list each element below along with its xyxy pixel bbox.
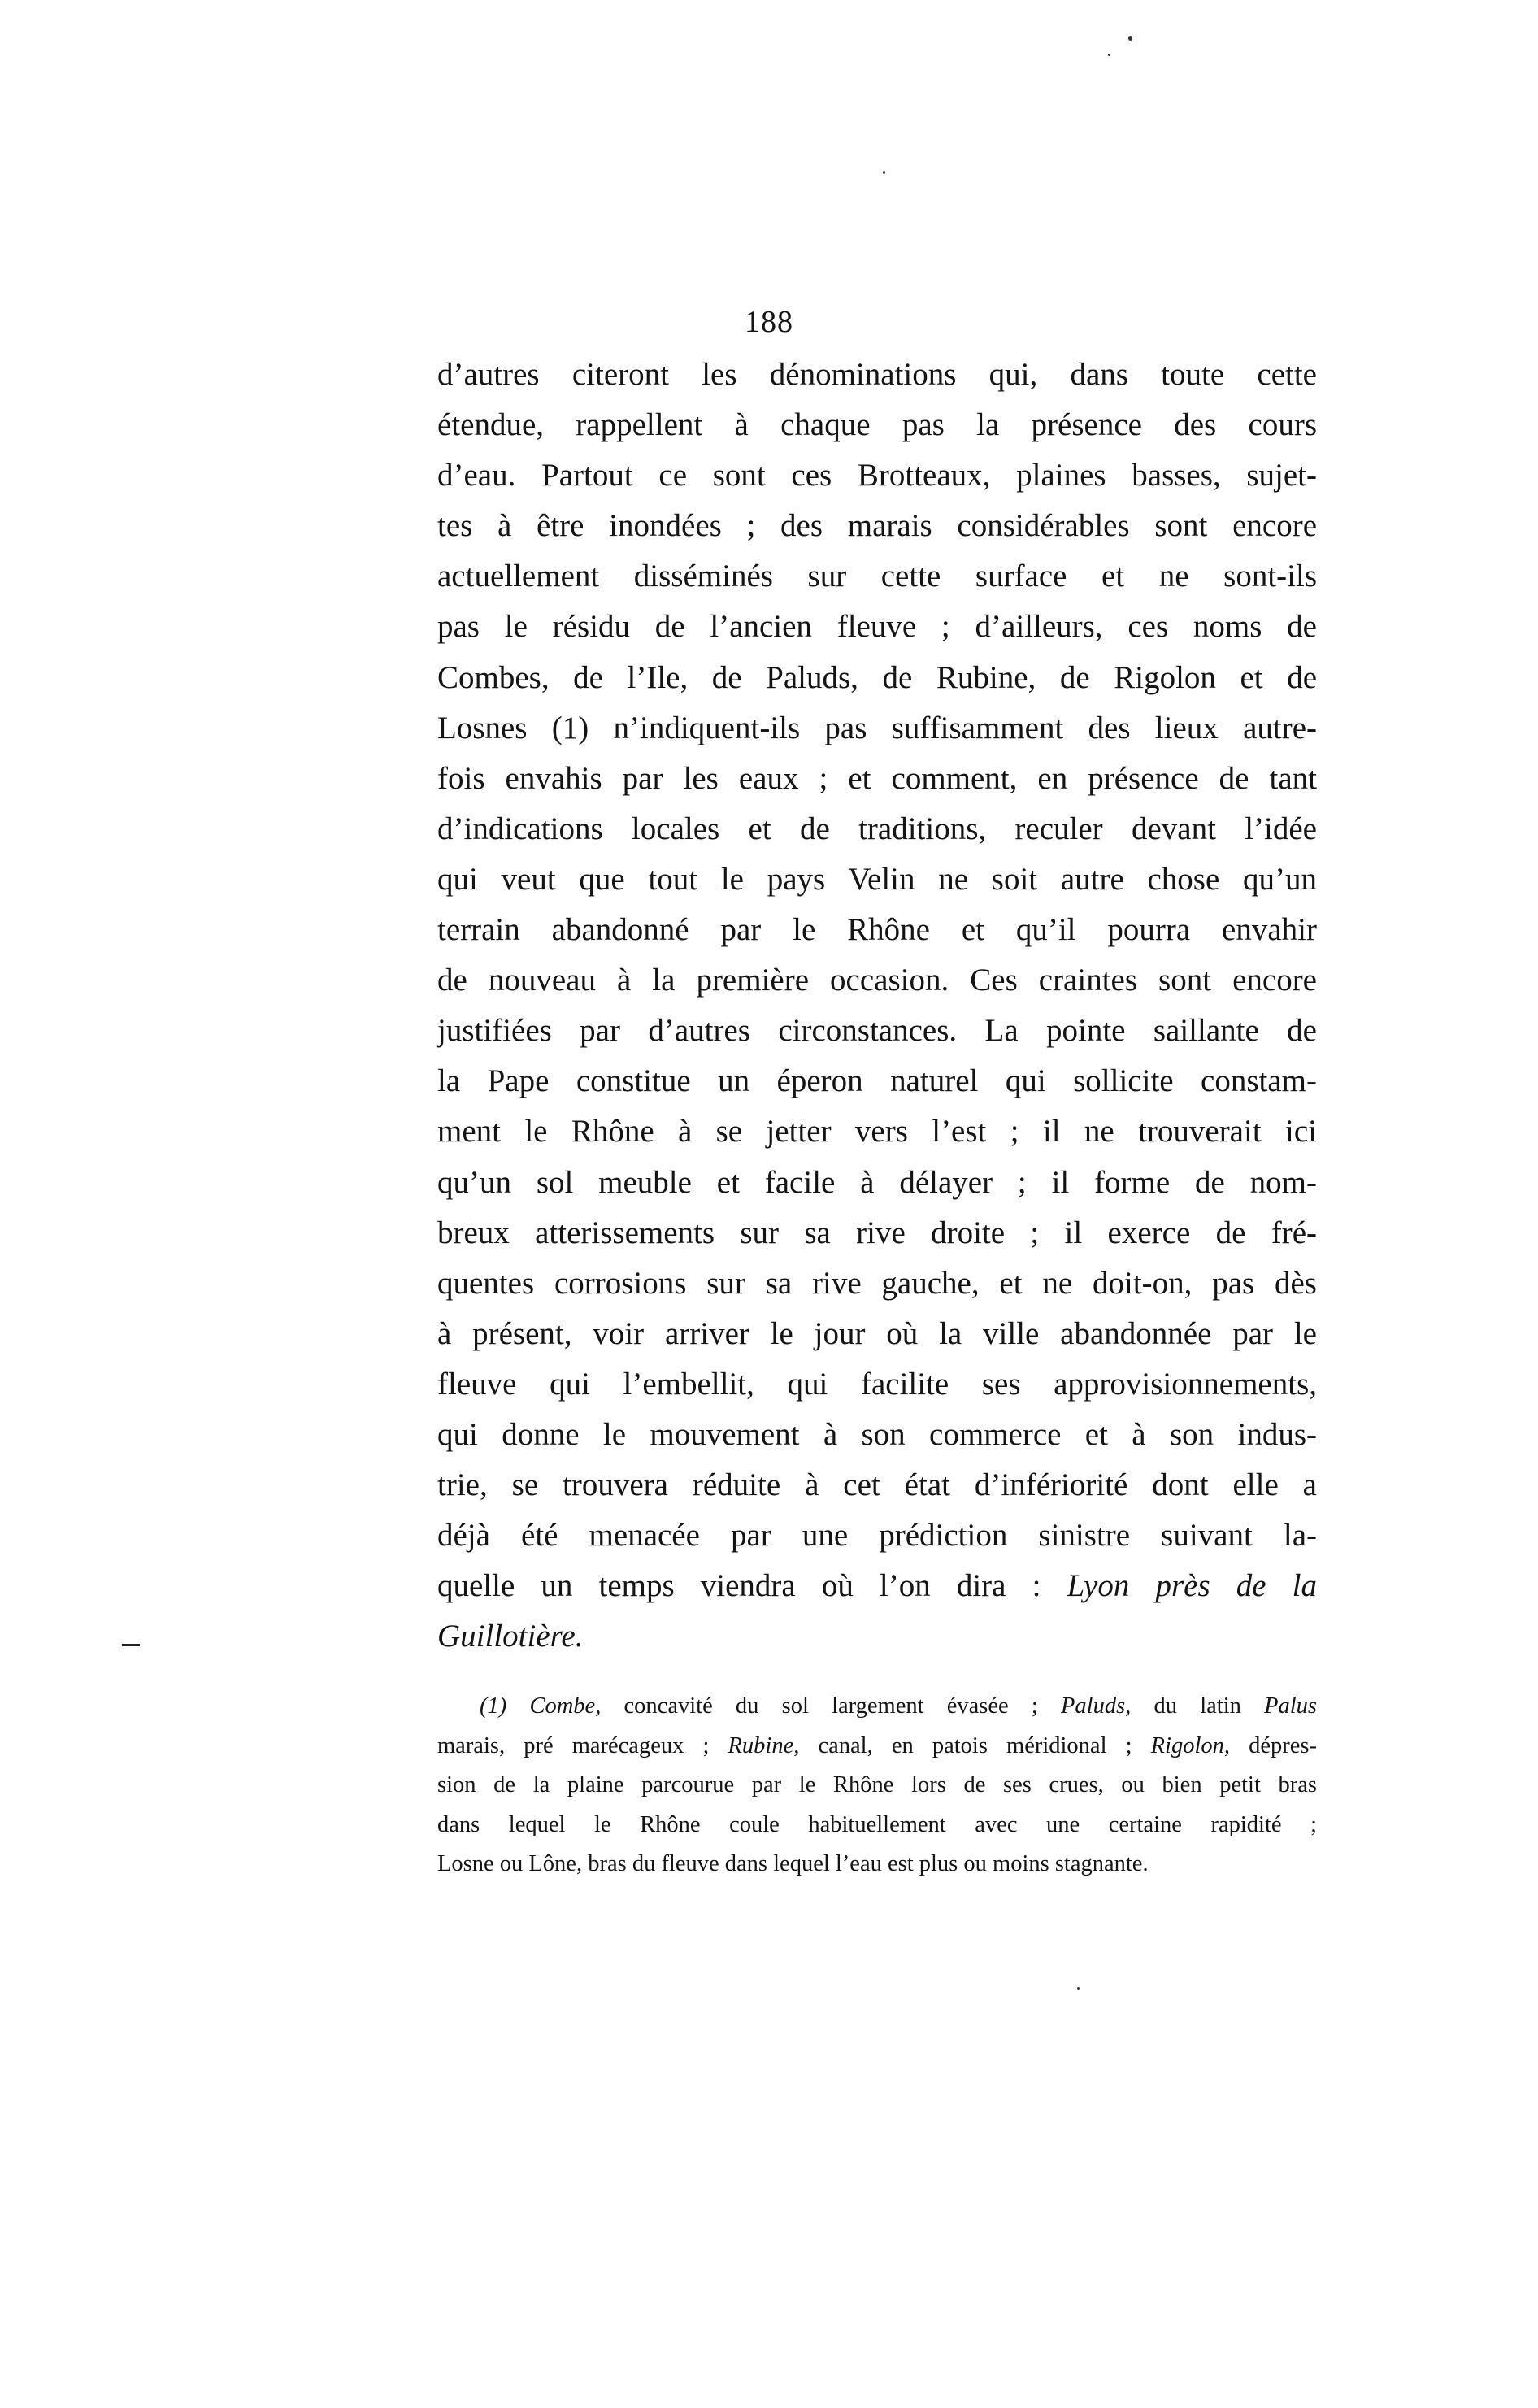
text-line: d’indications locales et de traditions, reculer devant l’idée <box>437 811 1317 846</box>
footnote-line: Losne ou Lône, bras du fleuve dans lequel l’eau est plus ou moins stagnante. <box>437 1851 1149 1877</box>
text-line: tes à être inondées ; des marais considérables sont encore <box>437 508 1317 544</box>
footnote-term: Paluds, <box>1061 1693 1132 1719</box>
text-line: trie, se trouvera réduite à cet état d’infériorité dont elle a <box>437 1467 1317 1503</box>
scan-speck <box>1128 36 1132 41</box>
text-line: justifiées par d’autres circonstances. La pointe saillante de <box>437 1013 1317 1049</box>
footnote-marker: (1) <box>480 1693 530 1719</box>
text-line: breux atterissements sur sa rive droite ; il exerce de fré- <box>437 1215 1317 1250</box>
italic-quote: Lyon près de la <box>1067 1568 1317 1604</box>
footnote-line: dans lequel le Rhône coule habituellement avec une certaine rapidité ; <box>437 1811 1317 1837</box>
text-line: à présent, voir arriver le jour où la ville abandonnée par le <box>437 1315 1317 1351</box>
footnote-term: Palus <box>1264 1693 1318 1719</box>
footnote-line: sion de la plaine parcourue par le Rhône lors de ses crues, ou bien petit bras <box>437 1772 1317 1798</box>
text-line: Losnes (1) n’indiquent-ils pas suffisamment des lieux autre- <box>437 710 1317 745</box>
text-line-final <box>437 1611 1317 1662</box>
scan-dash-mark <box>122 1644 140 1646</box>
footnote-text: concavité du sol largement évasée ; <box>601 1693 1062 1719</box>
footnote-line <box>437 1727 1317 1767</box>
text-line: actuellement disséminés sur cette surface et ne sont-ils <box>437 559 1317 594</box>
text-line: fois envahis par les eaux ; et comment, en présence de tant <box>437 760 1317 796</box>
text-line: qui veut que tout le pays Velin ne soit autre chose qu’un <box>437 861 1317 897</box>
text-line: quentes corrosions sur sa rive gauche, et ne doit-on, pas dès <box>437 1265 1317 1301</box>
text-line: de nouveau à la première occasion. Ces craintes sont encore <box>437 963 1317 998</box>
footnote-term: Combe, <box>529 1693 602 1719</box>
text-line-with-quote <box>437 1561 1317 1611</box>
text-line: qu’un sol meuble et facile à délayer ; il forme de nom- <box>437 1164 1317 1200</box>
text-line: fleuve qui l’embellit, qui facilite ses approvisionnements, <box>437 1366 1317 1402</box>
footnote-term: Rubine, <box>728 1732 800 1758</box>
text-line: d’autres citeront les dénominations qui, dans toute cette <box>437 357 1317 392</box>
text-line: qui donne le mouvement à son commerce et à son indus- <box>437 1416 1317 1452</box>
body-paragraph <box>437 350 1317 1662</box>
footnote-text: marais, pré marécageux ; <box>437 1732 728 1758</box>
text-line: d’eau. Partout ce sont ces Brotteaux, plaines basses, sujet- <box>437 458 1317 493</box>
footnote <box>437 1687 1317 1884</box>
page-number: 188 <box>745 305 793 339</box>
text-line: ment le Rhône à se jetter vers l’est ; il ne trouverait ici <box>437 1114 1317 1150</box>
footnote-text: du latin <box>1131 1693 1265 1719</box>
footnote-text: dépres- <box>1230 1732 1317 1758</box>
scan-speck <box>1077 1987 1080 1990</box>
text-line: déjà été menacée par une prédiction sinistre suivant la- <box>437 1518 1317 1554</box>
footnote-line <box>437 1687 1317 1727</box>
footnote-term: Rigolon, <box>1150 1732 1231 1758</box>
footnote-text: canal, en patois méridional ; <box>799 1732 1151 1758</box>
text-line: pas le résidu de l’ancien fleuve ; d’ailleurs, ces noms de <box>437 609 1317 645</box>
scan-speck <box>883 171 885 174</box>
text-run: quelle un temps viendra où l’on dira : <box>437 1568 1067 1604</box>
scan-speck <box>1108 54 1110 56</box>
text-line: la Pape constitue un éperon naturel qui sollicite constam- <box>437 1063 1317 1099</box>
text-line: terrain abandonné par le Rhône et qu’il pourra envahir <box>437 912 1317 948</box>
italic-quote-end: Guillotière. <box>437 1619 584 1654</box>
text-line: Combes, de l’Ile, de Paluds, de Rubine, de Rigolon et de <box>437 659 1317 695</box>
text-line: étendue, rappellent à chaque pas la présence des cours <box>437 407 1317 443</box>
